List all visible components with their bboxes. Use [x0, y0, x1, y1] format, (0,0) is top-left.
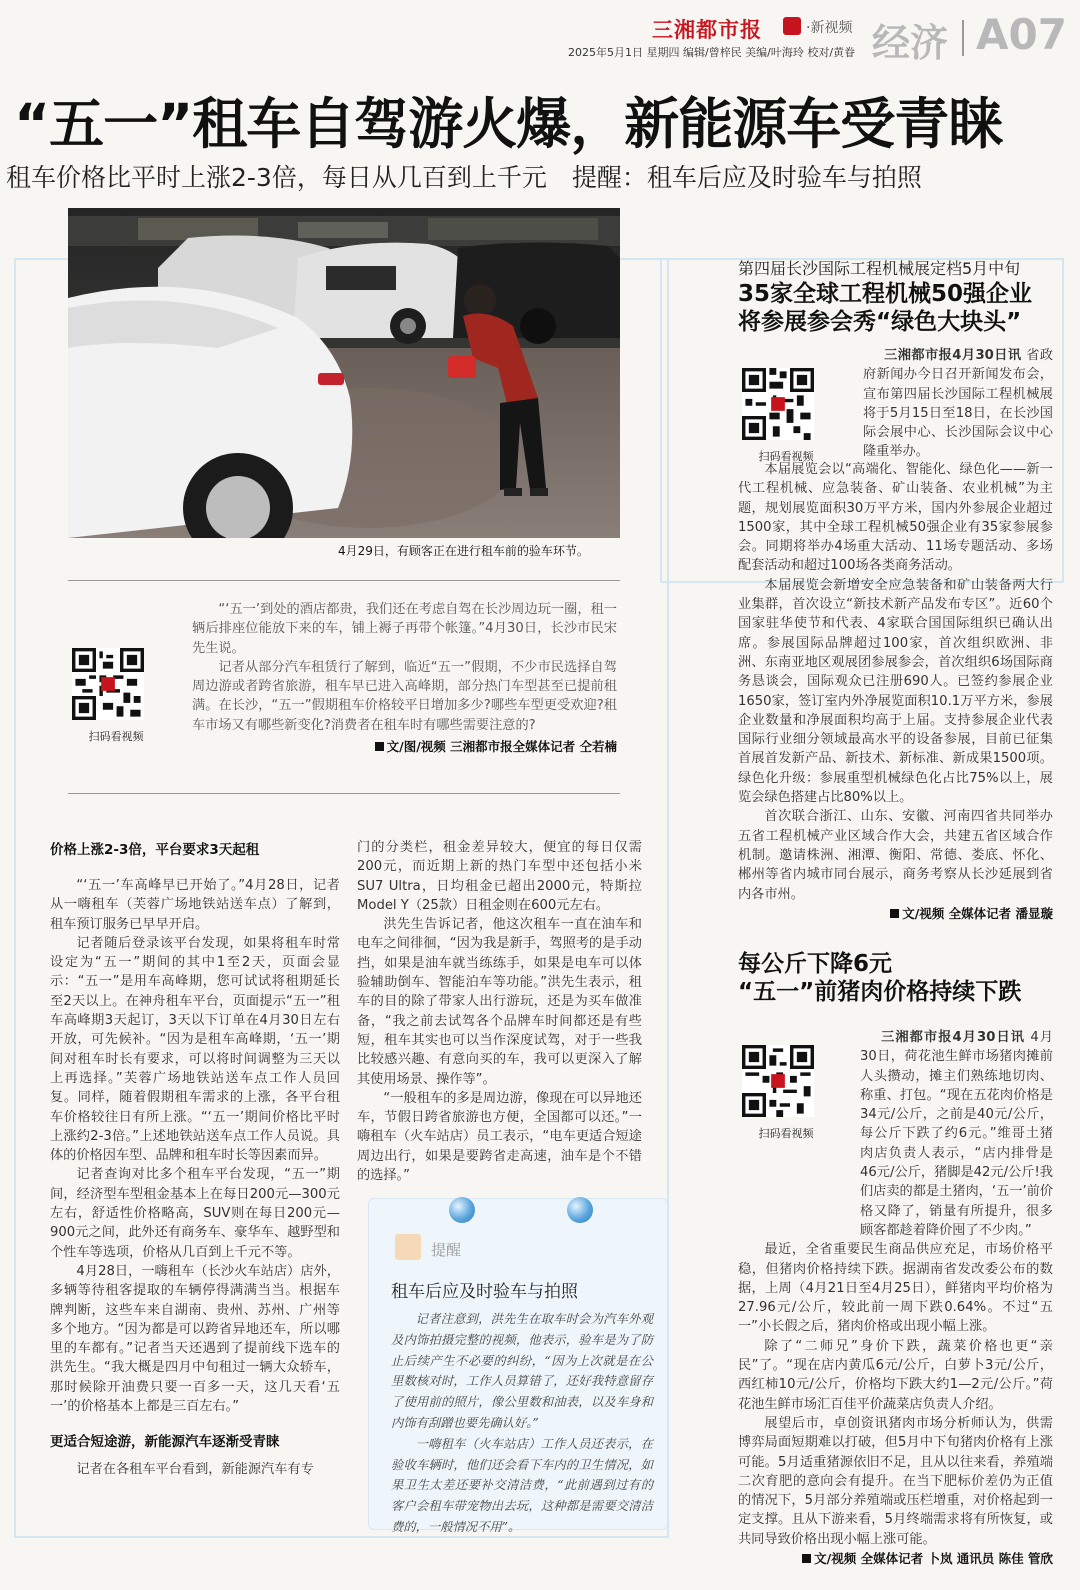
- section-name: 经济: [872, 21, 949, 65]
- body-paragraph: 最近，全省重要民生商品供应充足，市场价格平稳，但猪肉价格持续下跌。据湖南省发改委公布的数据，上周（4月21日至4月25日），鲜猪肉平均价格为27.96元/公斤，较此前一周下跌0.64%。不过“五一”小长假之后，猪肉价格或出现小幅上涨。: [738, 1242, 1053, 1335]
- tip-body: [391, 1309, 653, 1538]
- story3-lead-paragraph: 三湘都市报4月30日讯 4月30日，荷花池生鲜市场猪肉摊前人头攒动，摊主们熟练地切肉、称重、打包。“现在五花肉价格是34元/公斤，之前是40元/公斤，每公斤下跌了约6元。”维哥土猪肉店负责人表示，“店内排骨是46元/公斤，猪脚是42元/公斤!我们店卖的都是土猪肉，‘五一’前价格又降了，销量有所提升，很多顾客都趁着降价囤了不少肉。”: [860, 1030, 1054, 1238]
- tip-flag-icon: [395, 1234, 421, 1260]
- tip-title: 租车后应及时验车与拍照: [391, 1282, 578, 1302]
- body-paragraph: 本届展览会以“高端化、智能化、绿色化——新一代工程机械、应急装备、矿山装备、农业机械”为主题，规划展览面积30万平方米，国内外参展企业超过1500家，其中全球工程机械50强企业有35家参展参会。同期将举办4场重大活动、11场专题活动、多场配套活动和超过100场各类商务活动。: [738, 462, 1053, 574]
- brand-logo-icon: [783, 17, 801, 35]
- qr-code-icon[interactable]: [742, 368, 814, 440]
- story2-body: [738, 460, 1053, 922]
- masthead-brand: 三湘都市报: [652, 18, 762, 42]
- tip-paragraph: 记者注意到，洪先生在取车时会为汽车外观及内饰拍摄完整的视频，他表示，验车是为了防止后续产生不必要的纠纷，“因为上次就是在公里数核对时，工作人员算错了，还好我特意留存了使用前的照片，像公里数和油表，以及车身和内饰有刮蹭也要先确认好。”: [391, 1312, 653, 1430]
- divider: [68, 793, 620, 794]
- qr-code-icon[interactable]: [72, 648, 144, 720]
- body-paragraph: “‘五一’车高峰早已开始了。”4月28日，记者从一嗨租车（芙蓉广场地铁站送车点）了解到，租车预订服务已早早开启。: [50, 878, 340, 932]
- masthead-meta: 2025年5月1日 星期四 编辑/曾梓民 美编/叶海玲 校对/黄眷: [568, 46, 856, 59]
- main-headline: “五一”租车自驾游火爆，新能源车受青睐: [14, 92, 1003, 156]
- story2-lead: [863, 346, 1053, 462]
- tip-box: [368, 1198, 668, 1534]
- masthead-brand-sub: ·新视频: [806, 20, 853, 36]
- body-paragraph: 记者随后登录该平台发现，如果将租车时常设定为“五一”期间的其中1至2天，页面会显示：“五一”是用车高峰期，您可试试将租期延长至2天以上。在神舟租车平台，页面提示“五一”租车高峰期3天起订，3天以下订单在4月30日左右开放，可先候补。“因为是租车高峰期，‘五一’期间对租车时长有要求，可以将时间调整为三天以上再选择。”芙蓉广场地铁站送车点工作人员回复。同样，随着假期租车需求的上涨，各平台租车价格较往日有所上涨。“‘五一’期间价格比平时上涨约2-3倍。”上述地铁站送车点工作人员说。具体的价格因车型、品牌和租车时长等因素而异。: [50, 935, 340, 1164]
- intro-paragraph: “‘五一’到处的酒店都贵，我们还在考虑自驾在长沙周边玩一圈，租一辆后排座位能放下来的车，铺上褥子再带个帐篷。”4月30日，长沙市民宋先生说。: [192, 602, 617, 656]
- body-paragraph: 4月28日，一嗨租车（长沙火车站店）店外，多辆等待租客提取的车辆停得满满当当。根据车牌判断，这些车来自湖南、贵州、苏州、广州等多个地方。“因为都是可以跨省异地还车，所以哪里的车都有。”记者当天还遇到了提前线下选车的洪先生。“我大概是四月中旬租过一辆大众轿车，那时候除开油费只要一百多一天，这几天看‘五一’的价格基本上都是三百左右。”: [50, 1263, 340, 1415]
- tip-label: 提醒: [431, 1241, 462, 1259]
- qr-label: 扫码看视频: [88, 730, 144, 743]
- tip-paragraph: 一嗨租车（火车站店）工作人员还表示，在验收车辆时，他们还会看下车内的卫生情况，如果卫生太差还要补交清洁费，“此前遇到过有的客户会租车带宠物出去玩，这种都是需要交清洁费的，一般情况不用”。: [391, 1436, 653, 1534]
- body-paragraph: 展望后市，卓创资讯猪肉市场分析师认为，供需博弈局面短期难以打破，但5月中下旬猪肉价格有上涨可能。5月适重猪源依旧不足，且从以往来看，养殖端二次育肥的意向会有提升。在当下肥标价差仍为正值的情况下，5月部分养殖端或压栏增重，对价格起到一定支撑。且从下游来看，5月终端需求将有所恢复，或共同导致价格出现小幅上涨可能。: [738, 1415, 1053, 1547]
- section1-heading: 价格上涨2-3倍，平台要求3天起租: [50, 842, 260, 858]
- story3-byline: 文/视频 全媒体记者 卜岚 通讯员 陈佳 管欣: [738, 1549, 1053, 1567]
- page-number: A07: [976, 10, 1067, 59]
- story2-headline: 35家全球工程机械50强企业 将参展参会秀“绿色大块头”: [738, 281, 1033, 335]
- section2-heading: 更适合短途游，新能源汽车逐渐受青睐: [50, 1434, 280, 1451]
- photo-caption: 4月29日，有顾客正在进行租车前的验车环节。: [338, 544, 589, 558]
- photo-illustration: [68, 208, 620, 538]
- decor-ball-icon: [449, 1197, 475, 1223]
- qr-label: 扫码看视频: [758, 450, 814, 463]
- decor-ball-icon: [567, 1197, 593, 1223]
- body-paragraph: 本届展览会新增安全应急装备和矿山装备两大行业集群，首次设立“新技术新产品发布专区”。近60个国家驻华使节和代表、4家联合国国际组织已确认出席。参展国际品牌超过100家，首次组织欧洲、非洲、东南亚地区观展团参展参会，首次组织6场国际商务恳谈会，国际观众已注册690人。已签约参展企业1650家，签订室内外净展览面积10.1万平方米，参展企业数量和净展面积均高于上届。支持参展企业代表国际行业细分领域最高水平的设备参展，目前已征集首展首发新产品、新技术、新标准、新成果1500项。绿色化升级：参展重型机械绿色化占比75%以上，展览会绿色搭建占比80%以上。: [738, 577, 1053, 806]
- body-paragraph: 记者在各租车平台看到，新能源汽车有专: [76, 1462, 314, 1478]
- body-paragraph: 首次联合浙江、山东、安徽、河南四省共同举办五省工程机械产业区域合作大会，共建五省区域合作机制。邀请株洲、湘潭、衡阳、常德、娄底、怀化、郴州等省内城市同台展示，商务考察从长沙延展到省内各市州。: [738, 809, 1053, 902]
- main-subhead: 租车价格比平时上涨2-3倍，每日从几百到上千元 提醒：租车后应及时验车与拍照: [6, 163, 922, 192]
- story2-byline: 文/视频 全媒体记者 潘显璇: [738, 904, 1053, 922]
- story2-qr-block[interactable]: [742, 368, 830, 464]
- body-paragraph: 洪先生告诉记者，他这次租车一直在油车和电车之间徘徊，“因为我是新手，驾照考的是手动挡，如果是油车就当练练手，如果是电车可以体验辅助倒车、智能泊车等功能。”洪先生表示，租车的目的除了带家人出行游玩，还是为买车做准备，“我之前去试驾各个品牌车时间都还是有些短，租车其实也可以当作深度试驾，对于一些我比较感兴趣、有意向买的车，我可以更深入了解其使用场景、操作等”。: [357, 917, 642, 1087]
- qr-label: 扫码看视频: [758, 1127, 814, 1140]
- main-column-1: [50, 838, 340, 1480]
- story2-lead-paragraph: 三湘都市报4月30日讯 省政府新闻办今日召开新闻发布会，宣布第四届长沙国际工程机械展将于5月15日至18日，在长沙国际会展中心、长沙国际会议中心隆重举办。: [863, 348, 1054, 460]
- divider: [68, 580, 620, 581]
- section-divider: [962, 20, 964, 56]
- main-photo: [68, 208, 620, 538]
- story2-kicker: 第四届长沙国际工程机械展定档5月中旬: [738, 259, 1021, 278]
- body-paragraph: 除了“二师兄”身价下跌，蔬菜价格也更“亲民”了。“现在店内黄瓜6元/公斤，白萝卜3元/公斤，西红柿10元/公斤，价格均下跌大约1—2元/公斤。”荷花池生鲜市场汇百佳平价蔬菜店负责人介绍。: [738, 1338, 1053, 1412]
- intro-paragraph: 记者从部分汽车租赁行了解到，临近“五一”假期，不少市民选择自驾周边游或者跨省旅游，租车早已进入高峰期，部分热门车型甚至已提前租满。在长沙，“五一”假期租车价格较平日增加多少?哪些车型更受欢迎?租车市场又有哪些新变化?消费者在租车时有哪些需要注意的?: [192, 659, 617, 733]
- body-paragraph: “一般租车的多是周边游，像现在可以异地还车，节假日跨省旅游也方便，全国都可以还。”一嗨租车（火车站店）员工表示，“电车更适合短途周边出行，如果是要跨省走高速，油车是个不错的选择。”: [357, 1090, 642, 1184]
- main-column-2: [357, 838, 642, 1185]
- body-paragraph: 门的分类栏，租金差异较大，便宜的每日仅需200元，而近期上新的热门车型中还包括小米SU7 Ultra，日均租金已超出2000元，特斯拉Model Y（25款）日租金则在600元左右。: [357, 840, 642, 913]
- intro-qr-block[interactable]: [72, 648, 160, 744]
- main-byline: 文/图/视频 三湘都市报全媒体记者 仝若楠: [192, 737, 617, 755]
- intro-text: [192, 600, 617, 755]
- story3-headline: 每公斤下降6元 “五一”前猪肉价格持续下跌: [738, 951, 1022, 1005]
- body-paragraph: 记者查询对比多个租车平台发现，“五一”期间，经济型车型租金基本上在每日200元—300元左右，舒适性价格略高，SUV则在每日200元—900元之间，此外还有商务车、豪华车、越野型和个性车等选项，价格从几百到上千元不等。: [50, 1167, 340, 1260]
- story3-body: [738, 1028, 1053, 1567]
